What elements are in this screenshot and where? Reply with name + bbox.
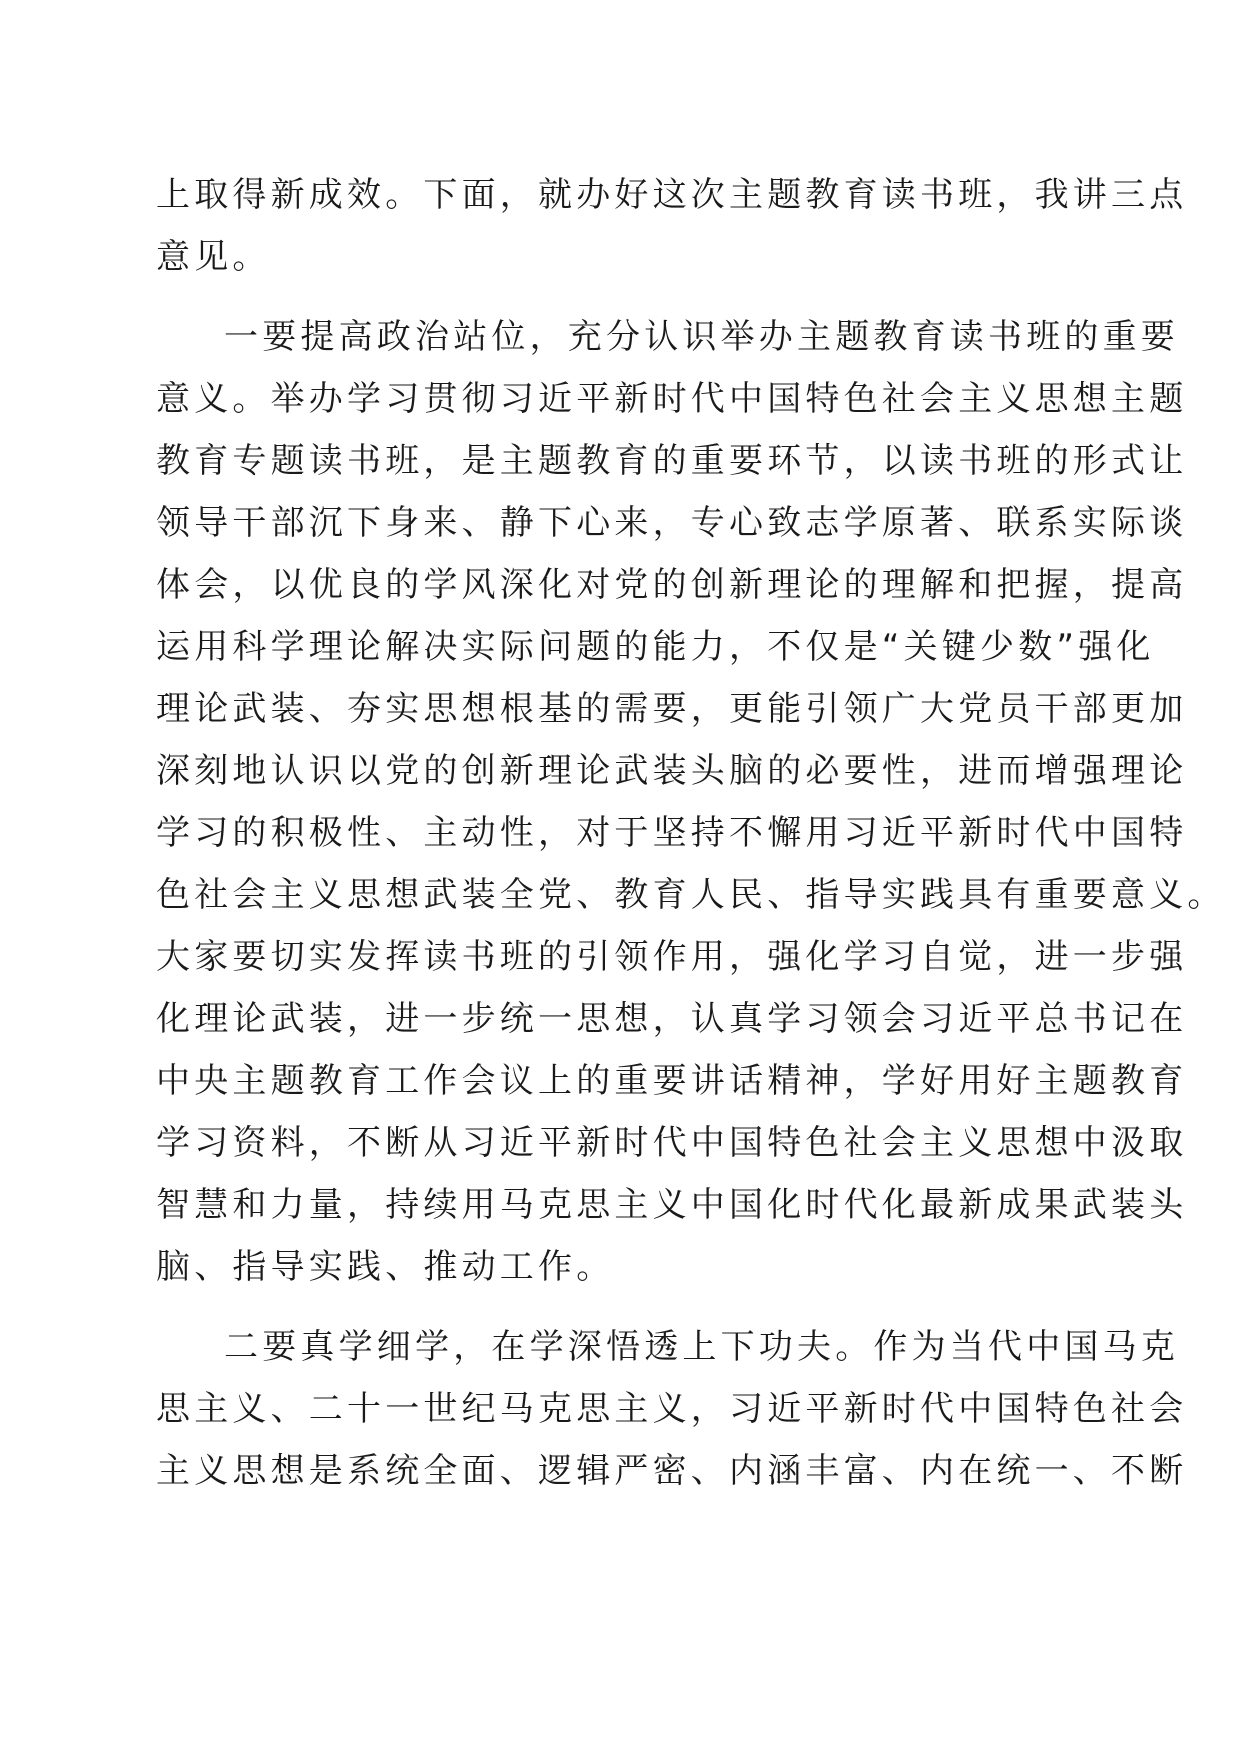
- text-line-11: 学习的积极性、主动性，对于坚持不懈用习近平新时代中国特: [156, 813, 1188, 853]
- text-line-9: 理论武装、夯实思想根基的需要，更能引领广大党员干部更加: [156, 689, 1188, 729]
- text-line-16: 学习资料，不断从习近平新时代中国特色社会主义思想中汲取: [156, 1123, 1188, 1163]
- text-line-12: 色社会主义思想武装全党、教育人民、指导实践具有重要意义。: [156, 875, 1226, 915]
- text-line-7: 体会，以优良的学风深化对党的创新理论的理解和把握，提高: [156, 565, 1188, 605]
- paragraph-2-first-line: 二要真学细学，在学深悟透上下功夫。作为当代中国马克: [224, 1327, 1179, 1367]
- text-line-10: 深刻地认识以党的创新理论武装头脑的必要性，进而增强理论: [156, 751, 1188, 791]
- text-line-2: 意见。: [156, 237, 271, 277]
- text-line-15: 中央主题教育工作会议上的重要讲话精神，学好用好主题教育: [156, 1061, 1188, 1101]
- text-line-5: 教育专题读书班，是主题教育的重要环节，以读书班的形式让: [156, 441, 1188, 481]
- text-line-1: 上取得新成效。下面，就办好这次主题教育读书班，我讲三点: [156, 175, 1188, 215]
- text-line-4: 意义。举办学习贯彻习近平新时代中国特色社会主义思想主题: [156, 379, 1188, 419]
- text-line-21: 主义思想是系统全面、逻辑严密、内涵丰富、内在统一、不断: [156, 1451, 1188, 1491]
- text-line-8: 运用科学理论解决实际问题的能力，不仅是“关键少数”强化: [156, 627, 1155, 667]
- text-line-20: 思主义、二十一世纪马克思主义，习近平新时代中国特色社会: [156, 1389, 1188, 1429]
- paragraph-1-first-line: 一要提高政治站位，充分认识举办主题教育读书班的重要: [224, 317, 1179, 357]
- text-line-17: 智慧和力量，持续用马克思主义中国化时代化最新成果武装头: [156, 1185, 1188, 1225]
- text-line-13: 大家要切实发挥读书班的引领作用，强化学习自觉，进一步强: [156, 937, 1188, 977]
- text-line-18: 脑、指导实践、推动工作。: [156, 1247, 615, 1287]
- text-line-14: 化理论武装，进一步统一思想，认真学习领会习近平总书记在: [156, 999, 1188, 1039]
- text-line-6: 领导干部沉下身来、静下心来，专心致志学原著、联系实际谈: [156, 503, 1188, 543]
